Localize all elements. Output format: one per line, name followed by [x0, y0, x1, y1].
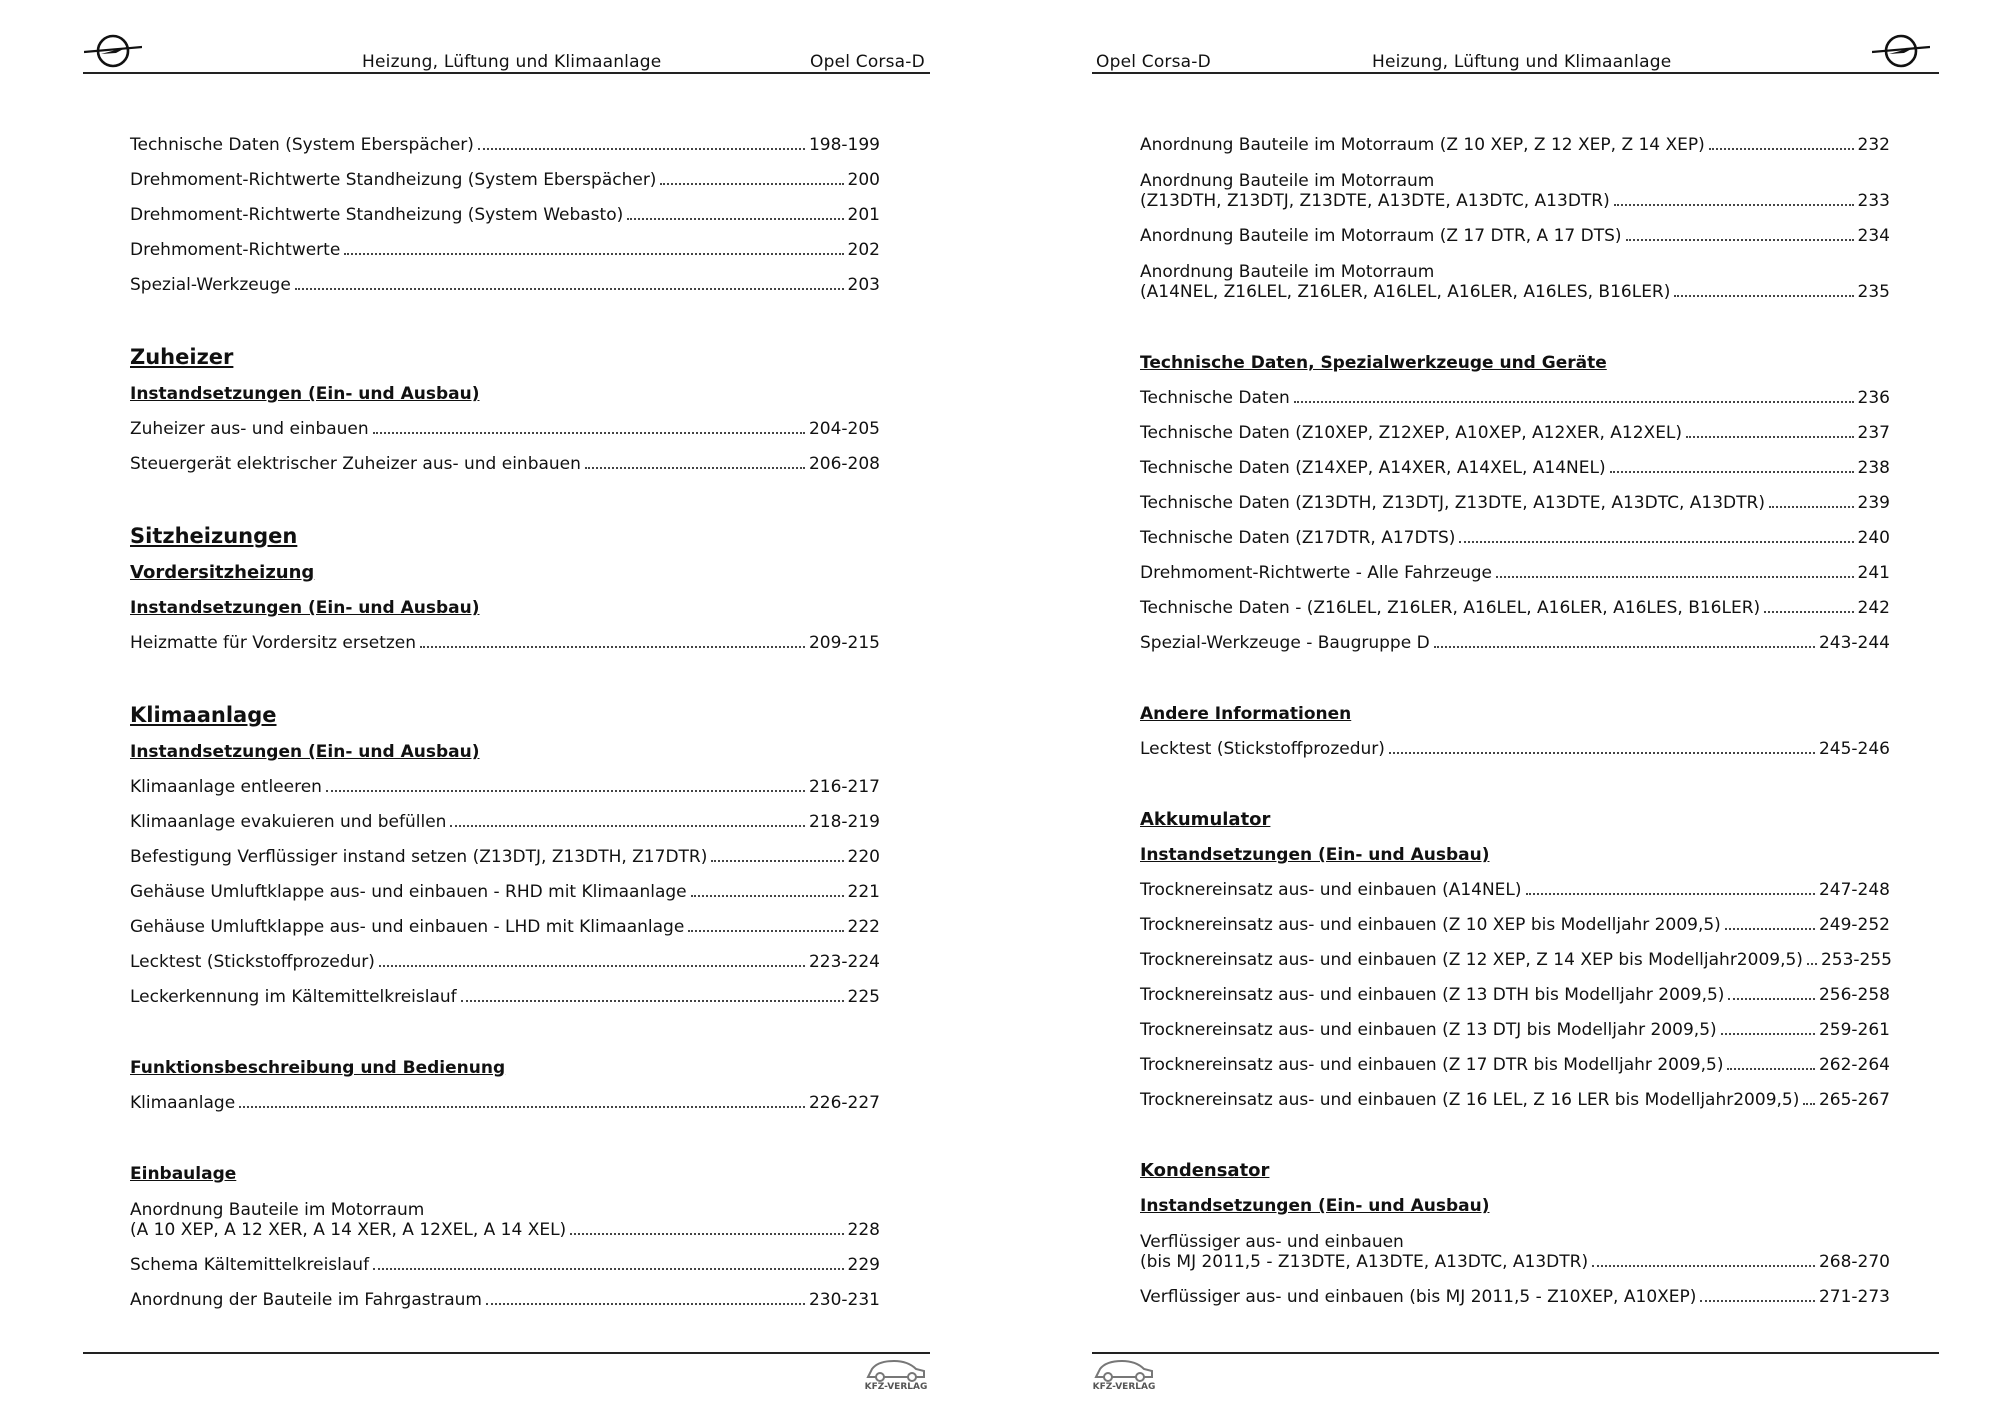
toc-entry-title: Leckerkennung im Kältemittelkreislauf	[130, 987, 457, 1007]
publisher-logo	[864, 1355, 928, 1399]
toc-entry[interactable]	[1140, 155, 1890, 211]
opel-logo-icon	[84, 34, 142, 68]
toc-entry[interactable]	[1140, 1040, 1890, 1075]
toc-entry-title: Technische Daten (Z17DTR, A17DTS)	[1140, 528, 1456, 548]
group-heading: Andere Informationen	[1140, 704, 1352, 724]
toc-entry-title: Spezial-Werkzeuge - Baugruppe D	[1140, 633, 1430, 653]
group-heading: Technische Daten, Spezialwerkzeuge und Geräte	[1140, 353, 1607, 373]
toc-entry-title: Zuheizer aus- und einbauen	[130, 419, 369, 439]
toc-entry[interactable]	[130, 832, 880, 867]
toc-entry[interactable]	[1140, 246, 1890, 302]
toc-entry-title-block	[1140, 1232, 1588, 1272]
group-heading: Instandsetzungen (Ein- und Ausbau)	[1140, 1196, 1490, 1216]
toc-page-number: 240	[1857, 528, 1890, 548]
toc-entry[interactable]	[130, 762, 880, 797]
toc-entry-title-block	[1140, 262, 1670, 302]
toc-entry-title: Verflüssiger aus- und einbauen (bis MJ 2011,5 - Z10XEP, A10XEP)	[1140, 1287, 1697, 1307]
toc-entry-title: Technische Daten (System Eberspächer)	[130, 135, 474, 155]
dot-leader	[660, 183, 843, 185]
dot-leader	[1526, 893, 1815, 895]
footer-rule	[83, 1352, 930, 1354]
toc-page-number: 202	[847, 240, 880, 260]
toc-entry[interactable]	[130, 797, 880, 832]
toc-page-number: 242	[1857, 598, 1890, 618]
toc-page-number: 201	[847, 205, 880, 225]
toc-entry-title: Klimaanlage entleeren	[130, 777, 322, 797]
toc-entry-title: Lecktest (Stickstoffprozedur)	[130, 952, 375, 972]
toc-entry-title: Technische Daten - (Z16LEL, Z16LER, A16LEL, A16LER, A16LES, B16LER)	[1140, 598, 1761, 618]
toc-entry[interactable]	[1140, 935, 1890, 970]
toc-page-number: 233	[1857, 191, 1890, 211]
toc-page-number: 206-208	[808, 454, 880, 474]
toc-entry-title: Drehmoment-Richtwerte - Alle Fahrzeuge	[1140, 563, 1492, 583]
toc-entry[interactable]	[1140, 970, 1890, 1005]
toc-entry[interactable]	[1140, 618, 1890, 653]
toc-page-number: 268-270	[1818, 1252, 1890, 1272]
car-silhouette-icon	[1092, 1355, 1156, 1383]
dot-leader	[1674, 295, 1853, 297]
toc-entry-title-block	[1140, 171, 1610, 211]
toc-entry-title: Trocknereinsatz aus- und einbauen (Z 13 DTH bis Modelljahr 2009,5)	[1140, 985, 1725, 1005]
toc-entry[interactable]	[1140, 1216, 1890, 1272]
toc-entry[interactable]	[130, 1275, 880, 1310]
dot-leader	[450, 825, 805, 827]
dot-leader	[461, 1000, 844, 1002]
toc-entry[interactable]	[130, 972, 880, 1007]
toc-entry[interactable]	[130, 404, 880, 439]
toc-entry-title: Trocknereinsatz aus- und einbauen (A14NEL)	[1140, 880, 1522, 900]
section-gap	[130, 474, 880, 510]
toc-entry[interactable]	[130, 1184, 880, 1240]
dot-leader	[1496, 576, 1854, 578]
publisher-logo	[1092, 1355, 1156, 1399]
toc-page-number: 204-205	[808, 419, 880, 439]
dot-leader	[1434, 646, 1815, 648]
toc-entry-title-line2: (A 10 XEP, A 12 XER, A 14 XER, A 12XEL, A 14 XEL)	[130, 1220, 567, 1240]
footer-rule	[1092, 1352, 1939, 1354]
toc-page-number: 220	[847, 847, 880, 867]
subsection-heading: Akkumulator	[1140, 809, 1271, 830]
section-heading: Zuheizer	[130, 345, 234, 369]
publisher-name: KFZ-VERLAG	[1092, 1382, 1156, 1392]
header-model: Opel Corsa-D	[810, 52, 925, 72]
dot-leader	[239, 1106, 805, 1108]
toc-entry-title: Drehmoment-Richtwerte Standheizung (System Eberspächer)	[130, 170, 657, 190]
toc-page-number: 249-252	[1818, 915, 1890, 935]
group-heading: Funktionsbeschreibung und Bedienung	[130, 1058, 506, 1078]
dot-leader	[1459, 541, 1853, 543]
section-heading: Sitzheizungen	[130, 524, 298, 548]
toc-entry-title: Trocknereinsatz aus- und einbauen (Z 13 DTJ bis Modelljahr 2009,5)	[1140, 1020, 1717, 1040]
toc-page-number: 226-227	[808, 1093, 880, 1113]
header-rule	[83, 72, 930, 74]
toc-entry[interactable]	[130, 867, 880, 902]
toc-entry-title-line2: (bis MJ 2011,5 - Z13DTE, A13DTE, A13DTC, A13DTR)	[1140, 1252, 1589, 1272]
dot-leader	[1294, 401, 1854, 403]
toc-page-number: 232	[1857, 135, 1890, 155]
header-model: Opel Corsa-D	[1096, 52, 1211, 72]
toc-page-number: 236	[1857, 388, 1890, 408]
section-gap	[130, 1007, 880, 1043]
dot-leader	[295, 288, 844, 290]
dot-leader	[420, 646, 805, 648]
toc-page-number: 221	[847, 882, 880, 902]
dot-leader	[1725, 928, 1815, 930]
toc-entry-title: Gehäuse Umluftklappe aus- und einbauen - LHD mit Klimaanlage	[130, 917, 685, 937]
toc-page-number: 198-199	[808, 135, 880, 155]
toc-page-number: 253-255	[1820, 950, 1892, 970]
toc-page-number: 222	[847, 917, 880, 937]
toc-entry-title: Verflüssiger aus- und einbauen	[1140, 1232, 1404, 1252]
group-heading: Einbaulage	[130, 1164, 237, 1184]
toc-entry[interactable]	[1140, 583, 1890, 618]
toc-entry-title: Technische Daten (Z14XEP, A14XER, A14XEL, A14NEL)	[1140, 458, 1606, 478]
toc-page-number: 235	[1857, 282, 1890, 302]
toc-entry-title-line2: (A14NEL, Z16LEL, Z16LER, A16LEL, A16LER, A16LES, B16LER)	[1140, 282, 1671, 302]
dot-leader	[688, 930, 843, 932]
section-gap	[1140, 302, 1890, 338]
toc-entry[interactable]	[130, 1078, 880, 1113]
toc-page-number: 200	[847, 170, 880, 190]
table-of-contents-right	[1140, 120, 1890, 1307]
dot-leader	[1709, 148, 1854, 150]
dot-leader	[1592, 1265, 1815, 1267]
dot-leader	[1803, 1103, 1815, 1105]
toc-entry-title: Anordnung Bauteile im Motorraum	[1140, 262, 1435, 282]
toc-page-number: 230-231	[808, 1290, 880, 1310]
opel-logo-icon	[1872, 34, 1930, 68]
publisher-name: KFZ-VERLAG	[864, 1382, 928, 1392]
dot-leader	[570, 1233, 843, 1235]
toc-entry-title-line2: (Z13DTH, Z13DTJ, Z13DTE, A13DTE, A13DTC, A13DTR)	[1140, 191, 1610, 211]
car-silhouette-icon	[864, 1355, 928, 1383]
toc-entry-title: Technische Daten (Z10XEP, Z12XEP, A10XEP, A12XER, A12XEL)	[1140, 423, 1683, 443]
dot-leader	[373, 1268, 843, 1270]
toc-entry[interactable]	[1140, 724, 1890, 759]
toc-page-number: 243-244	[1818, 633, 1890, 653]
toc-page-number: 256-258	[1818, 985, 1890, 1005]
toc-entry[interactable]	[1140, 548, 1890, 583]
subsection-heading: Kondensator	[1140, 1160, 1270, 1181]
toc-entry-title: Heizmatte für Vordersitz ersetzen	[130, 633, 417, 653]
toc-entry-title: Lecktest (Stickstoffprozedur)	[1140, 739, 1385, 759]
dot-leader	[486, 1303, 805, 1305]
toc-entry[interactable]	[1140, 478, 1890, 513]
toc-entry-title: Anordnung der Bauteile im Fahrgastraum	[130, 1290, 482, 1310]
toc-page-number: 262-264	[1818, 1055, 1890, 1075]
subsection-heading: Vordersitzheizung	[130, 562, 315, 583]
dot-leader	[1686, 436, 1854, 438]
toc-entry-title: Anordnung Bauteile im Motorraum	[130, 1200, 425, 1220]
toc-entry[interactable]	[130, 618, 880, 653]
toc-page-number: 234	[1857, 226, 1890, 246]
header-section-title: Heizung, Lüftung und Klimaanlage	[362, 52, 662, 72]
toc-entry-title: Klimaanlage	[130, 1093, 236, 1113]
toc-page-number: 241	[1857, 563, 1890, 583]
toc-page-number: 223-224	[808, 952, 880, 972]
toc-entry-title: Anordnung Bauteile im Motorraum (Z 17 DTR, A 17 DTS)	[1140, 226, 1622, 246]
table-of-contents-left	[130, 120, 880, 1310]
toc-entry[interactable]	[130, 902, 880, 937]
toc-entry[interactable]	[1140, 865, 1890, 900]
dot-leader	[1769, 506, 1854, 508]
toc-entry-title-block	[130, 1200, 566, 1240]
section-gap	[130, 295, 880, 331]
toc-page-number: 238	[1857, 458, 1890, 478]
toc-entry-title: Schema Kältemittelkreislauf	[130, 1255, 370, 1275]
toc-page-number: 239	[1857, 493, 1890, 513]
toc-entry[interactable]	[1140, 373, 1890, 408]
toc-entry[interactable]	[1140, 900, 1890, 935]
toc-page-number: 225	[847, 987, 880, 1007]
toc-entry[interactable]	[1140, 408, 1890, 443]
toc-page-number: 237	[1857, 423, 1890, 443]
dot-leader	[1389, 752, 1815, 754]
section-gap	[1140, 1110, 1890, 1146]
dot-leader	[326, 790, 805, 792]
toc-entry-title: Trocknereinsatz aus- und einbauen (Z 12 XEP, Z 14 XEP bis Modelljahr2009,5)	[1140, 950, 1803, 970]
toc-page-number: 245-246	[1818, 739, 1890, 759]
toc-entry[interactable]	[130, 260, 880, 295]
group-heading: Instandsetzungen (Ein- und Ausbau)	[130, 742, 480, 762]
toc-entry-title: Trocknereinsatz aus- und einbauen (Z 16 LEL, Z 16 LER bis Modelljahr2009,5)	[1140, 1090, 1800, 1110]
toc-page-number: 228	[847, 1220, 880, 1240]
dot-leader	[344, 253, 843, 255]
group-heading: Instandsetzungen (Ein- und Ausbau)	[1140, 845, 1490, 865]
toc-entry[interactable]	[130, 1240, 880, 1275]
toc-entry-title: Trocknereinsatz aus- und einbauen (Z 10 XEP bis Modelljahr 2009,5)	[1140, 915, 1721, 935]
toc-page-number: 229	[847, 1255, 880, 1275]
section-gap	[130, 1113, 880, 1149]
dot-leader	[1728, 998, 1815, 1000]
toc-page-number: 271-273	[1818, 1287, 1890, 1307]
toc-page-number: 203	[847, 275, 880, 295]
dot-leader	[711, 860, 843, 862]
dot-leader	[691, 895, 844, 897]
dot-leader	[1764, 611, 1853, 613]
dot-leader	[1727, 1068, 1815, 1070]
toc-entry[interactable]	[130, 190, 880, 225]
dot-leader	[1700, 1300, 1815, 1302]
dot-leader	[373, 432, 805, 434]
toc-entry-title: Drehmoment-Richtwerte	[130, 240, 341, 260]
dot-leader	[1721, 1033, 1815, 1035]
section-gap	[1140, 653, 1890, 689]
dot-leader	[1807, 963, 1817, 965]
section-heading: Klimaanlage	[130, 703, 277, 727]
header-section-title: Heizung, Lüftung und Klimaanlage	[1372, 52, 1672, 72]
toc-entry[interactable]	[1140, 120, 1890, 155]
dot-leader	[627, 218, 843, 220]
toc-entry[interactable]	[1140, 211, 1890, 246]
toc-entry-title: Anordnung Bauteile im Motorraum (Z 10 XEP, Z 12 XEP, Z 14 XEP)	[1140, 135, 1705, 155]
toc-entry[interactable]	[130, 225, 880, 260]
right-page	[1000, 0, 2000, 1413]
toc-entry[interactable]	[130, 439, 880, 474]
toc-entry[interactable]	[1140, 1075, 1890, 1110]
section-gap	[130, 653, 880, 689]
toc-page-number: 209-215	[808, 633, 880, 653]
toc-entry[interactable]	[130, 937, 880, 972]
toc-page-number: 247-248	[1818, 880, 1890, 900]
header-rule	[1092, 72, 1939, 74]
toc-entry-title: Technische Daten (Z13DTH, Z13DTJ, Z13DTE, A13DTE, A13DTC, A13DTR)	[1140, 493, 1765, 513]
toc-entry[interactable]	[1140, 443, 1890, 478]
group-heading: Instandsetzungen (Ein- und Ausbau)	[130, 598, 480, 618]
toc-entry-title: Drehmoment-Richtwerte Standheizung (System Webasto)	[130, 205, 624, 225]
toc-entry-title: Befestigung Verflüssiger instand setzen (Z13DTJ, Z13DTH, Z17DTR)	[130, 847, 708, 867]
toc-entry-title: Steuergerät elektrischer Zuheizer aus- und einbauen	[130, 454, 581, 474]
dot-leader	[379, 965, 805, 967]
toc-entry-title: Technische Daten	[1140, 388, 1290, 408]
dot-leader	[585, 467, 805, 469]
toc-page-number: 218-219	[808, 812, 880, 832]
toc-entry[interactable]	[1140, 1272, 1890, 1307]
toc-entry[interactable]	[1140, 513, 1890, 548]
dot-leader	[1610, 471, 1854, 473]
dot-leader	[478, 148, 805, 150]
toc-entry-title: Anordnung Bauteile im Motorraum	[1140, 171, 1435, 191]
dot-leader	[1626, 239, 1854, 241]
toc-entry-title: Gehäuse Umluftklappe aus- und einbauen - RHD mit Klimaanlage	[130, 882, 687, 902]
dot-leader	[1614, 204, 1854, 206]
toc-entry-title: Klimaanlage evakuieren und befüllen	[130, 812, 447, 832]
toc-page-number: 265-267	[1818, 1090, 1890, 1110]
group-heading: Instandsetzungen (Ein- und Ausbau)	[130, 384, 480, 404]
toc-entry-title: Spezial-Werkzeuge	[130, 275, 291, 295]
toc-entry[interactable]	[130, 155, 880, 190]
toc-page-number: 216-217	[808, 777, 880, 797]
toc-entry[interactable]	[130, 120, 880, 155]
toc-entry[interactable]	[1140, 1005, 1890, 1040]
section-gap	[1140, 759, 1890, 795]
toc-entry-title: Trocknereinsatz aus- und einbauen (Z 17 DTR bis Modelljahr 2009,5)	[1140, 1055, 1724, 1075]
toc-page-number: 259-261	[1818, 1020, 1890, 1040]
